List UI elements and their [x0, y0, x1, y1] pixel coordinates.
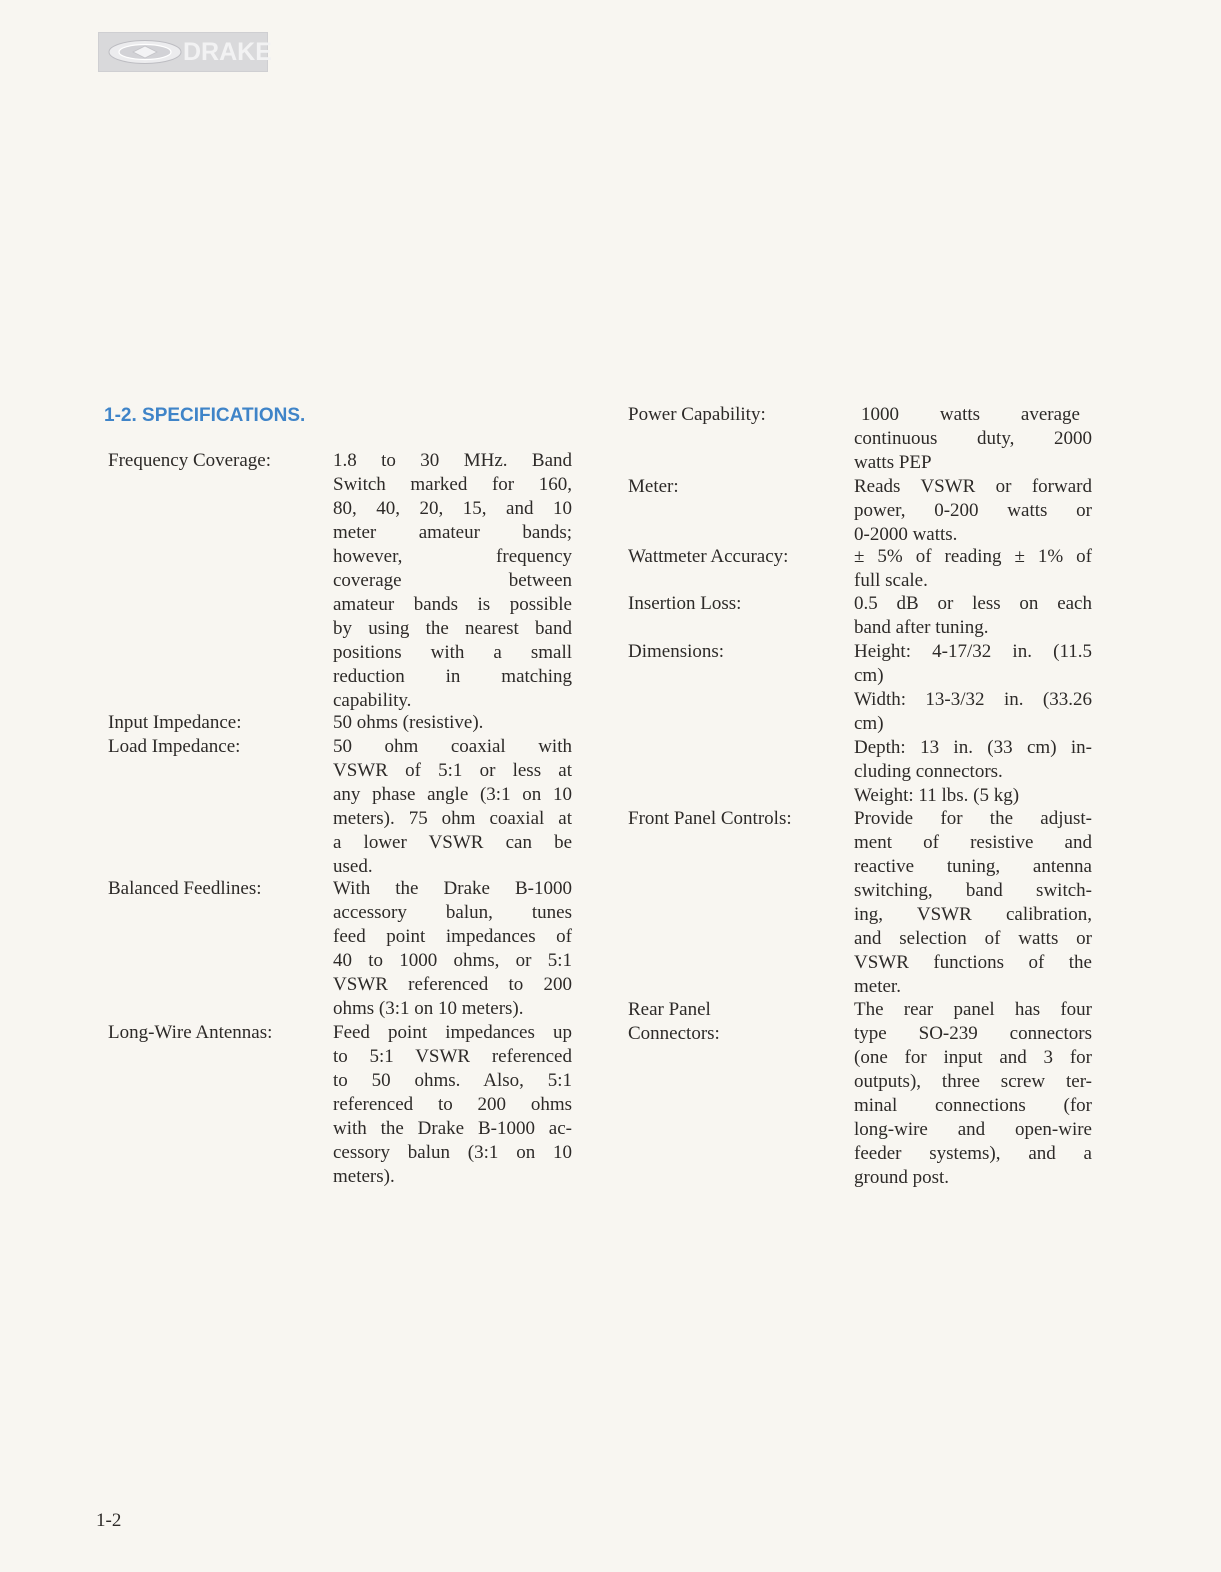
spec-line: Depth: 13 in. (33 cm) in- — [854, 737, 1092, 758]
spec-line: band after tuning. — [854, 617, 989, 638]
spec-line: With the Drake B-1000 — [333, 878, 572, 899]
spec-line: 40 to 1000 ohms, or 5:1 — [333, 950, 572, 971]
spec-line: any phase angle (3:1 on 10 — [333, 784, 572, 805]
spec-line: a lower VSWR can be — [333, 832, 572, 853]
spec-line: used. — [333, 856, 373, 877]
spec-line: Provide for the adjust- — [854, 808, 1092, 829]
logo-text: DRAKE — [183, 38, 272, 66]
spec-value-input-impedance — [333, 711, 572, 735]
spec-line: 50 ohm coaxial with — [333, 736, 572, 757]
spec-line: Height: 4-17/32 in. (11.5 — [854, 641, 1092, 662]
spec-line: cluding connectors. — [854, 761, 1003, 782]
spec-line: watts PEP — [854, 452, 932, 473]
spec-line: and selection of watts or — [854, 928, 1092, 949]
spec-value-insertion-loss — [854, 592, 1092, 640]
drake-emblem-icon — [107, 39, 183, 65]
spec-value-wattmeter-accuracy — [854, 545, 1092, 593]
spec-label-power-capability: Power Capability: — [628, 404, 766, 425]
spec-line: 80, 40, 20, 15, and 10 — [333, 498, 572, 519]
spec-line: Reads VSWR or forward — [854, 476, 1092, 497]
spec-line: to 50 ohms. Also, 5:1 — [333, 1070, 572, 1091]
spec-line: Width: 13-3/32 in. (33.26 — [854, 689, 1092, 710]
spec-label-insertion-loss: Insertion Loss: — [628, 593, 742, 614]
spec-line: cessory balun (3:1 on 10 — [333, 1142, 572, 1163]
spec-line: cm) — [854, 665, 884, 686]
spec-line: positions with a small — [333, 642, 572, 663]
spec-line: reactive tuning, antenna — [854, 856, 1092, 877]
spec-line: accessory balun, tunes — [333, 902, 572, 923]
spec-label-dimensions: Dimensions: — [628, 641, 725, 662]
spec-line: ment of resistive and — [854, 832, 1092, 853]
spec-line: capability. — [333, 690, 412, 711]
spec-label-wattmeter-accuracy: Wattmeter Accuracy: — [628, 546, 789, 567]
spec-line: switching, band switch- — [854, 880, 1092, 901]
spec-line: 0-2000 watts. — [854, 524, 958, 545]
spec-line: meters). 75 ohm coaxial at — [333, 808, 572, 829]
spec-line: ± 5% of reading ± 1% of — [854, 546, 1092, 567]
spec-value-load-impedance — [333, 735, 572, 879]
spec-line: VSWR of 5:1 or less at — [333, 760, 572, 781]
spec-label-long-wire-antennas: Long-Wire Antennas: — [108, 1022, 273, 1043]
spec-line: feeder systems), and a — [854, 1143, 1092, 1164]
spec-line: however, frequency — [333, 546, 572, 567]
spec-label-balanced-feedlines: Balanced Feedlines: — [108, 878, 262, 899]
spec-line: referenced to 200 ohms — [333, 1094, 572, 1115]
spec-line: Feed point impedances up — [333, 1022, 572, 1043]
spec-line: by using the nearest band — [333, 618, 572, 639]
spec-label-line: Connectors: — [628, 1023, 720, 1044]
spec-label-front-panel-controls: Front Panel Controls: — [628, 808, 792, 829]
spec-value-dimensions — [854, 640, 1092, 808]
spec-line: to 5:1 VSWR referenced — [333, 1046, 572, 1067]
section-heading: 1-2. SPECIFICATIONS. — [104, 405, 306, 426]
spec-line: reduction in matching — [333, 666, 572, 687]
spec-line: Weight: 11 lbs. (5 kg) — [854, 785, 1020, 806]
spec-value-frequency-coverage — [333, 449, 572, 713]
spec-label-load-impedance: Load Impedance: — [108, 736, 241, 757]
spec-line: long-wire and open-wire — [854, 1119, 1092, 1140]
spec-line: meter. — [854, 976, 901, 997]
spec-line: The rear panel has four — [854, 999, 1092, 1020]
spec-label-line: Rear Panel — [628, 999, 711, 1020]
spec-line: feed point impedances of — [333, 926, 572, 947]
spec-line: meter amateur bands; — [333, 522, 572, 543]
spec-label-meter: Meter: — [628, 476, 679, 497]
spec-line: power, 0-200 watts or — [854, 500, 1092, 521]
spec-value-long-wire-antennas — [333, 1021, 572, 1189]
spec-line: meters). — [333, 1166, 395, 1187]
spec-line: full scale. — [854, 570, 928, 591]
spec-line: continuous duty, 2000 — [854, 428, 1092, 449]
spec-value-meter — [854, 475, 1092, 547]
spec-value-front-panel-controls — [854, 807, 1092, 999]
spec-value-rear-panel-connectors — [854, 998, 1092, 1190]
drake-logo — [98, 32, 272, 72]
spec-value-power-capability — [854, 403, 1092, 475]
spec-line: 1.8 to 30 MHz. Band — [333, 450, 572, 471]
spec-label-rear-panel-connectors — [628, 998, 720, 1046]
spec-value-balanced-feedlines — [333, 877, 572, 1021]
spec-line: outputs), three screw ter- — [854, 1071, 1092, 1092]
spec-line: with the Drake B-1000 ac- — [333, 1118, 572, 1139]
spec-line: VSWR functions of the — [854, 952, 1092, 973]
spec-line: 0.5 dB or less on each — [854, 593, 1092, 614]
spec-label-input-impedance: Input Impedance: — [108, 712, 242, 733]
spec-line: Switch marked for 160, — [333, 474, 572, 495]
page-number: 1-2 — [96, 1510, 122, 1531]
spec-line: VSWR referenced to 200 — [333, 974, 572, 995]
spec-line: cm) — [854, 713, 884, 734]
spec-line: (one for input and 3 for — [854, 1047, 1092, 1068]
spec-line: ground post. — [854, 1167, 949, 1188]
spec-line: type SO-239 connectors — [854, 1023, 1092, 1044]
spec-line: 1000 watts average — [861, 404, 1080, 425]
spec-line: ohms (3:1 on 10 meters). — [333, 998, 524, 1019]
spec-line: minal connections (for — [854, 1095, 1092, 1116]
spec-line: coverage between — [333, 570, 572, 591]
spec-line: ing, VSWR calibration, — [854, 904, 1092, 925]
spec-line: 50 ohms (resistive). — [333, 712, 484, 733]
spec-label-frequency-coverage: Frequency Coverage: — [108, 450, 272, 471]
spec-line: amateur bands is possible — [333, 594, 572, 615]
